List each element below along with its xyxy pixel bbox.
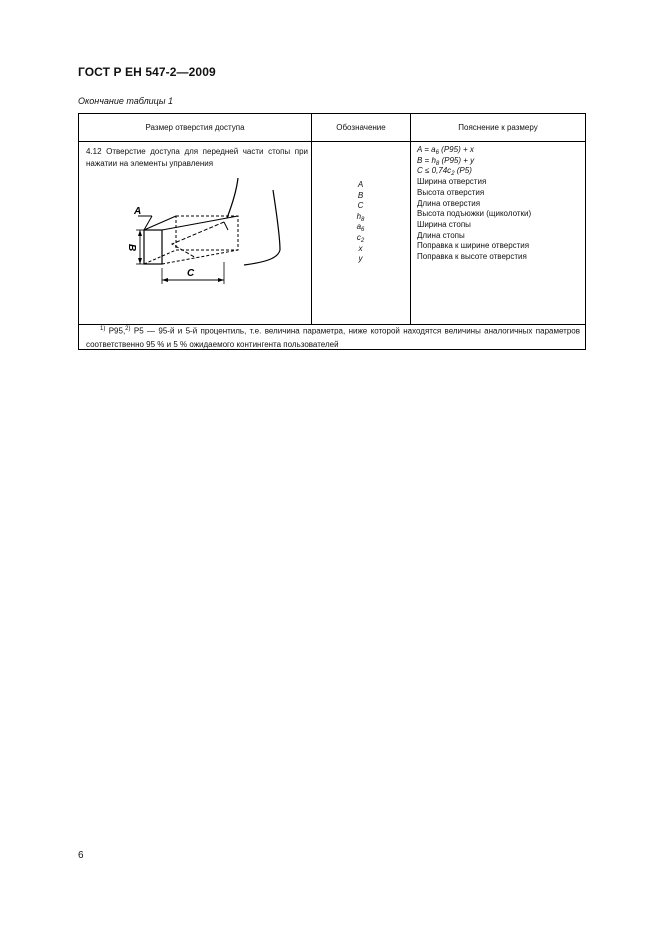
symbol-item: x [358, 243, 363, 253]
symbol-item: A [357, 180, 364, 189]
explanation-item: Ширина стопы [417, 219, 471, 229]
explanation-item: Длина отверстия [417, 198, 481, 208]
label-b: B [126, 244, 137, 252]
formula-b: $B = h_8$ (P95) + y [417, 155, 475, 167]
explanation-item: Длина стопы [417, 230, 465, 240]
symbol-item: y [358, 254, 363, 264]
symbol-item: $h_8$ [356, 211, 365, 223]
table-caption: Окончание таблицы 1 [78, 96, 173, 106]
page-number: 6 [78, 850, 84, 861]
symbol-item: B [357, 190, 364, 200]
symbol-item: $c_2$ [356, 232, 365, 244]
formula-a: $A = a_6$ (P95) + x [417, 145, 474, 156]
label-c: C [187, 268, 195, 279]
symbol-item: C [357, 201, 364, 211]
foot-opening-diagram [52, 150, 302, 300]
table-footnote: $^{1)}$ P95,$^{2)}$ P5 — 95-й и 5-й процентиль, т.е. величина параметра, ниже которой находятся величины аналогичных параметров соответственно 95 % и 5 % ожидаемого контингента пользователей [86, 326, 580, 349]
access-opening-description: 4.12 Отверстие доступа для передней части стопы при нажатии на элементы управления [86, 147, 308, 168]
formula-c: $C \le 0,74c_2$ (P5) [417, 166, 472, 178]
explanation-list [417, 145, 585, 263]
explanation-item: Высота подъюжки (щиколотки) [417, 209, 532, 219]
explanation-item: Ширина отверстия [417, 177, 487, 187]
explanation-item: Высота отверстия [417, 187, 485, 197]
column-header-explanation: Пояснение к размеру [458, 123, 538, 132]
symbol-item: $a_6$ [356, 222, 365, 234]
column-header-size: Размер отверстия доступа [145, 123, 245, 132]
table-header-row [79, 114, 585, 142]
explanation-item: Поправка к высоте отверстия [417, 252, 527, 262]
symbol-list [311, 180, 410, 265]
document-header: ГОСТ Р ЕН 547-2—2009 [78, 65, 216, 79]
label-a: A [134, 206, 142, 217]
column-header-symbol: Обозначение [336, 123, 386, 132]
explanation-item: Поправка к ширине отверстия [417, 241, 530, 251]
